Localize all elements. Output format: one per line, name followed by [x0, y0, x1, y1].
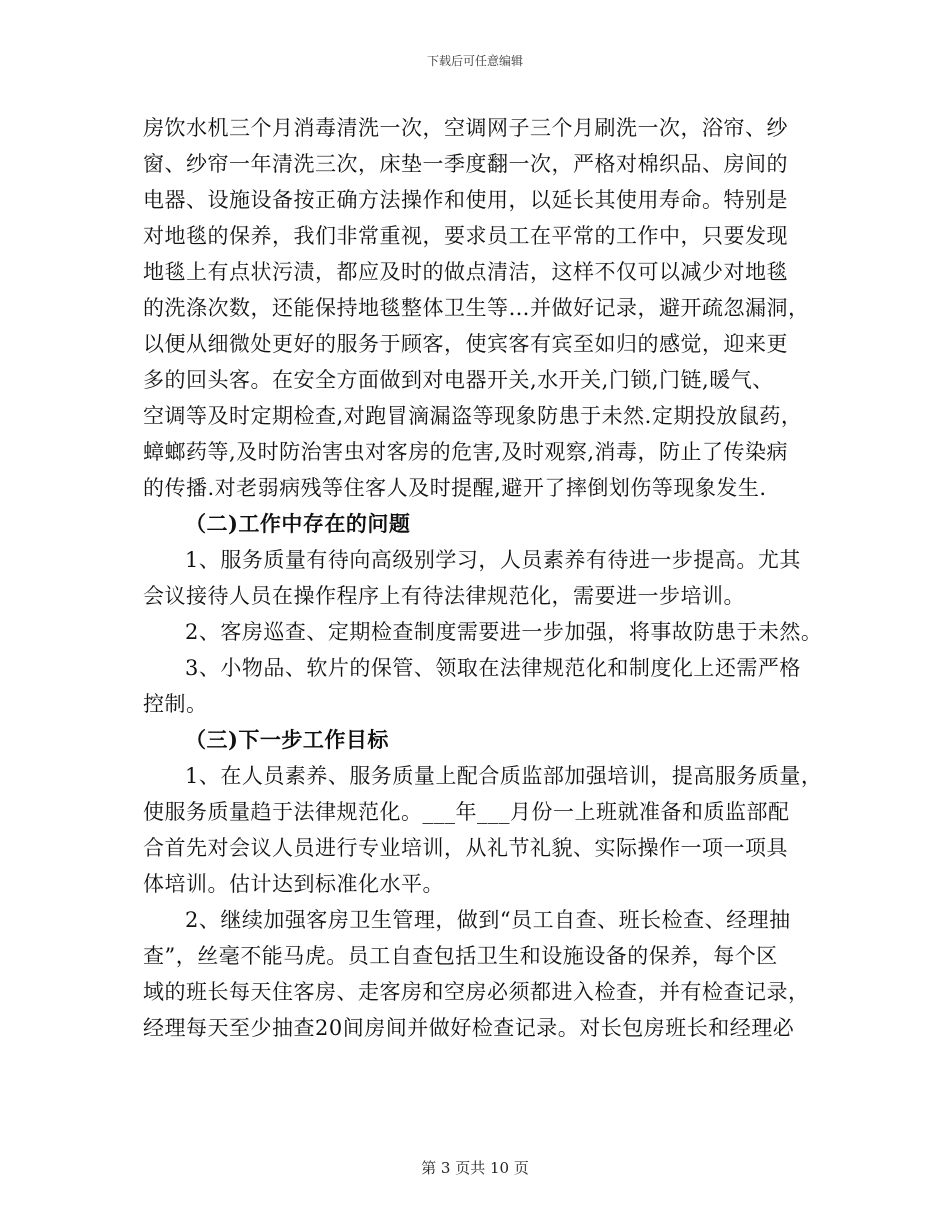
- text-line: 2、继续加强客房卫生管理，做到“员工自查、班长检查、经理抽: [185, 908, 791, 932]
- text-line: 对地毯的保养，我们非常重视，要求员工在平常的工作中，只要发现: [143, 224, 788, 248]
- text-line: 3、小物品、软片的保管、领取在法律规范化和制度化上还需严格: [185, 656, 801, 680]
- text-line: 的洗涤次数，还能保持地毯整体卫生等…并做好记录，避开疏忽漏洞，: [143, 296, 810, 320]
- text-line: 经理每天至少抽查20间房间并做好检查记录。对长包房班长和经理必: [143, 1016, 795, 1040]
- text-line: 查”，丝毫不能马虎。员工自查包括卫生和设施设备的保养，每个区: [143, 944, 778, 968]
- section-heading: （三)下一步工作目标: [185, 727, 389, 752]
- text-line: 电器、设施设备按正确方法操作和使用，以延长其使用寿命。特别是: [143, 188, 788, 212]
- text-line: 合首先对会议人员进行专业培训，从礼节礼貌、实际操作一项一项具: [143, 836, 788, 860]
- text-line: 蟑螂药等,及时防治害虫对客房的危害,及时观察,消毒，防止了传染病: [143, 440, 789, 464]
- text-line: 2、客房巡查、定期检查制度需要进一步加强，将事故防患于未然。: [185, 620, 823, 644]
- document-body: [143, 110, 823, 1046]
- section-heading: （二)工作中存在的问题: [185, 511, 411, 536]
- text-line: 的传播.对老弱病残等住客人及时提醒,避开了摔倒划伤等现象发生.: [143, 476, 767, 500]
- text-line: 以便从细微处更好的服务于顾客，使宾客有宾至如归的感觉，迎来更: [143, 332, 788, 356]
- text-line: 使服务质量趋于法律规范化。___年___月份一上班就准备和质监部配: [143, 800, 790, 824]
- page-header: 下载后可任意编辑: [426, 54, 523, 68]
- text-line: 体培训。估计达到标准化水平。: [143, 872, 444, 896]
- text-line: 域的班长每天住客房、走客房和空房必须都进入检查，并有检查记录，: [143, 980, 810, 1004]
- text-line: 1、在人员素养、服务质量上配合质监部加强培训，提高服务质量，: [185, 764, 823, 788]
- text-line: 房饮水机三个月消毒清洗一次，空调网子三个月刷洗一次，浴帘、纱: [143, 116, 788, 140]
- text-line: 控制。: [143, 692, 208, 716]
- text-line: 空调等及时定期检查,对跑冒滴漏盗等现象防患于未然.定期投放鼠药，: [143, 404, 803, 428]
- text-line: 地毯上有点状污渍，都应及时的做点清洁，这样不仅可以减少对地毯: [143, 260, 788, 284]
- text-line: 1、服务质量有待向高级别学习，人员素养有待进一步提高。尤其: [185, 548, 801, 572]
- page-footer: 第 3 页共 10 页: [421, 1159, 529, 1177]
- text-line: 会议接待人员在操作程序上有待法律规范化，需要进一步培训。: [143, 584, 745, 608]
- text-line: 多的回头客。在安全方面做到对电器开关,水开关,门锁,门链,暖气、: [143, 368, 774, 392]
- text-line: 窗、纱帘一年清洗三次，床垫一季度翻一次，严格对棉织品、房间的: [143, 152, 788, 176]
